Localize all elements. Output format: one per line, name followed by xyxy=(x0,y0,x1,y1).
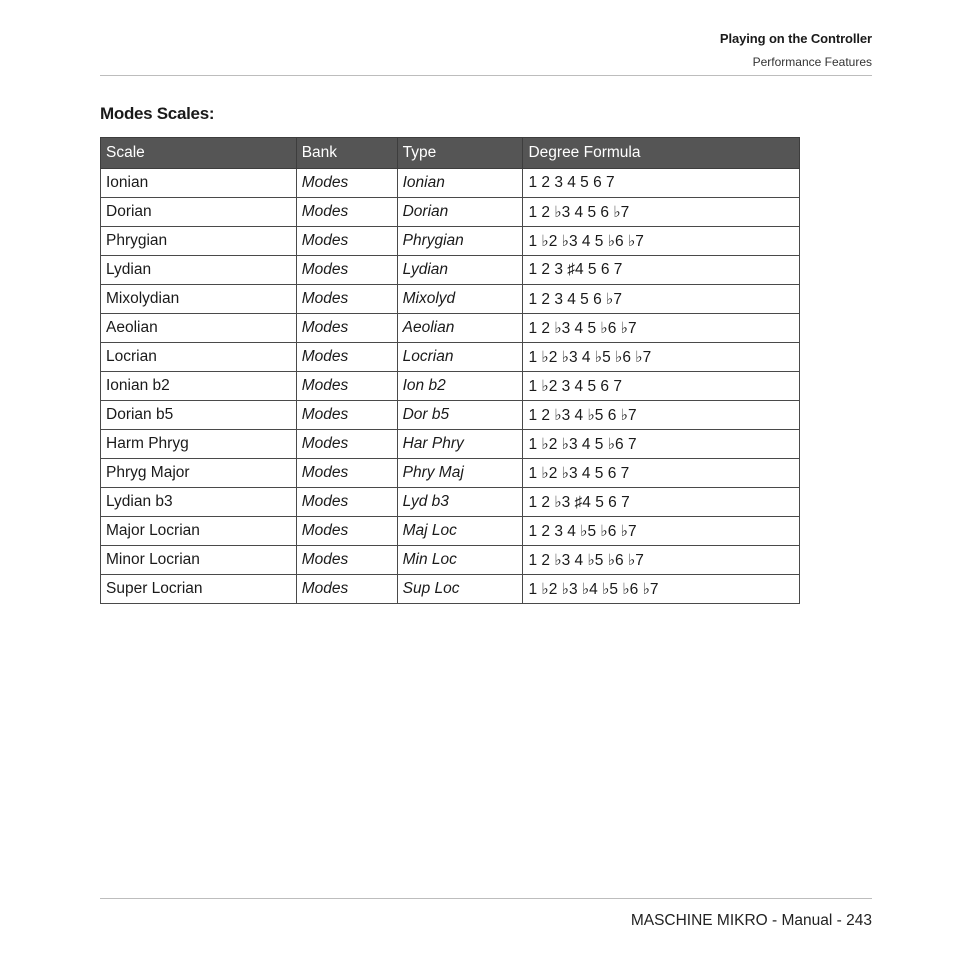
column-header-type: Type xyxy=(397,138,523,169)
cell-type: Dor b5 xyxy=(397,401,523,430)
cell-bank: Modes xyxy=(296,575,397,604)
table-row xyxy=(101,430,800,459)
cell-scale: Aeolian xyxy=(101,314,297,343)
cell-type: Sup Loc xyxy=(397,575,523,604)
cell-degree-formula: 1 ♭2 ♭3 4 5 ♭6 ♭7 xyxy=(523,227,800,256)
cell-bank: Modes xyxy=(296,517,397,546)
cell-degree-formula: 1 ♭2 ♭3 4 5 ♭6 7 xyxy=(523,430,800,459)
table-row xyxy=(101,488,800,517)
table-row xyxy=(101,285,800,314)
page-footer: MASCHINE MIKRO - Manual - 243 xyxy=(630,912,872,929)
column-header-scale: Scale xyxy=(101,138,297,169)
table-row xyxy=(101,169,800,198)
table-row xyxy=(101,343,800,372)
table-row xyxy=(101,314,800,343)
cell-type: Har Phry xyxy=(397,430,523,459)
cell-scale: Super Locrian xyxy=(101,575,297,604)
table-row xyxy=(101,401,800,430)
table-row xyxy=(101,227,800,256)
table-header-row xyxy=(101,138,800,169)
cell-type: Locrian xyxy=(397,343,523,372)
cell-degree-formula: 1 ♭2 ♭3 4 5 6 7 xyxy=(523,459,800,488)
cell-type: Aeolian xyxy=(397,314,523,343)
cell-type: Lyd b3 xyxy=(397,488,523,517)
cell-bank: Modes xyxy=(296,256,397,285)
cell-type: Ionian xyxy=(397,169,523,198)
table-row xyxy=(101,198,800,227)
cell-type: Phrygian xyxy=(397,227,523,256)
cell-type: Min Loc xyxy=(397,546,523,575)
cell-bank: Modes xyxy=(296,314,397,343)
cell-degree-formula: 1 2 3 4 ♭5 ♭6 ♭7 xyxy=(523,517,800,546)
page-heading: Modes Scales: xyxy=(100,104,215,123)
cell-scale: Phryg Major xyxy=(101,459,297,488)
cell-bank: Modes xyxy=(296,343,397,372)
cell-scale: Lydian xyxy=(101,256,297,285)
cell-scale: Ionian xyxy=(101,169,297,198)
cell-degree-formula: 1 2 ♭3 4 5 6 ♭7 xyxy=(523,198,800,227)
cell-type: Dorian xyxy=(397,198,523,227)
cell-bank: Modes xyxy=(296,488,397,517)
cell-type: Ion b2 xyxy=(397,372,523,401)
cell-degree-formula: 1 2 ♭3 ♯4 5 6 7 xyxy=(523,488,800,517)
cell-scale: Lydian b3 xyxy=(101,488,297,517)
cell-scale: Mixolydian xyxy=(101,285,297,314)
table-row xyxy=(101,517,800,546)
cell-bank: Modes xyxy=(296,372,397,401)
cell-bank: Modes xyxy=(296,169,397,198)
cell-scale: Dorian b5 xyxy=(101,401,297,430)
table-row xyxy=(101,372,800,401)
cell-bank: Modes xyxy=(296,459,397,488)
cell-degree-formula: 1 ♭2 ♭3 ♭4 ♭5 ♭6 ♭7 xyxy=(523,575,800,604)
table-row xyxy=(101,256,800,285)
cell-scale: Minor Locrian xyxy=(101,546,297,575)
header-divider xyxy=(100,75,872,76)
cell-type: Mixolyd xyxy=(397,285,523,314)
cell-scale: Phrygian xyxy=(101,227,297,256)
cell-degree-formula: 1 ♭2 ♭3 4 ♭5 ♭6 ♭7 xyxy=(523,343,800,372)
cell-bank: Modes xyxy=(296,430,397,459)
cell-bank: Modes xyxy=(296,401,397,430)
cell-type: Lydian xyxy=(397,256,523,285)
cell-degree-formula: 1 2 3 ♯4 5 6 7 xyxy=(523,256,800,285)
cell-type: Phry Maj xyxy=(397,459,523,488)
cell-scale: Harm Phryg xyxy=(101,430,297,459)
cell-degree-formula: 1 2 ♭3 4 5 ♭6 ♭7 xyxy=(523,314,800,343)
cell-degree-formula: 1 ♭2 3 4 5 6 7 xyxy=(523,372,800,401)
table-row xyxy=(101,546,800,575)
cell-scale: Locrian xyxy=(101,343,297,372)
footer-divider xyxy=(100,898,872,899)
cell-degree-formula: 1 2 3 4 5 6 7 xyxy=(523,169,800,198)
cell-scale: Dorian xyxy=(101,198,297,227)
modes-scales-table xyxy=(100,137,800,604)
cell-scale: Ionian b2 xyxy=(101,372,297,401)
chapter-title: Playing on the Controller xyxy=(719,31,872,46)
section-title: Performance Features xyxy=(752,55,872,69)
cell-degree-formula: 1 2 ♭3 4 ♭5 ♭6 ♭7 xyxy=(523,546,800,575)
cell-scale: Major Locrian xyxy=(101,517,297,546)
cell-degree-formula: 1 2 3 4 5 6 ♭7 xyxy=(523,285,800,314)
table-row xyxy=(101,459,800,488)
column-header-bank: Bank xyxy=(296,138,397,169)
table-row xyxy=(101,575,800,604)
cell-degree-formula: 1 2 ♭3 4 ♭5 6 ♭7 xyxy=(523,401,800,430)
cell-bank: Modes xyxy=(296,546,397,575)
cell-bank: Modes xyxy=(296,198,397,227)
cell-bank: Modes xyxy=(296,285,397,314)
cell-bank: Modes xyxy=(296,227,397,256)
cell-type: Maj Loc xyxy=(397,517,523,546)
table-body xyxy=(101,169,800,604)
column-header-degree-formula: Degree Formula xyxy=(523,138,800,169)
